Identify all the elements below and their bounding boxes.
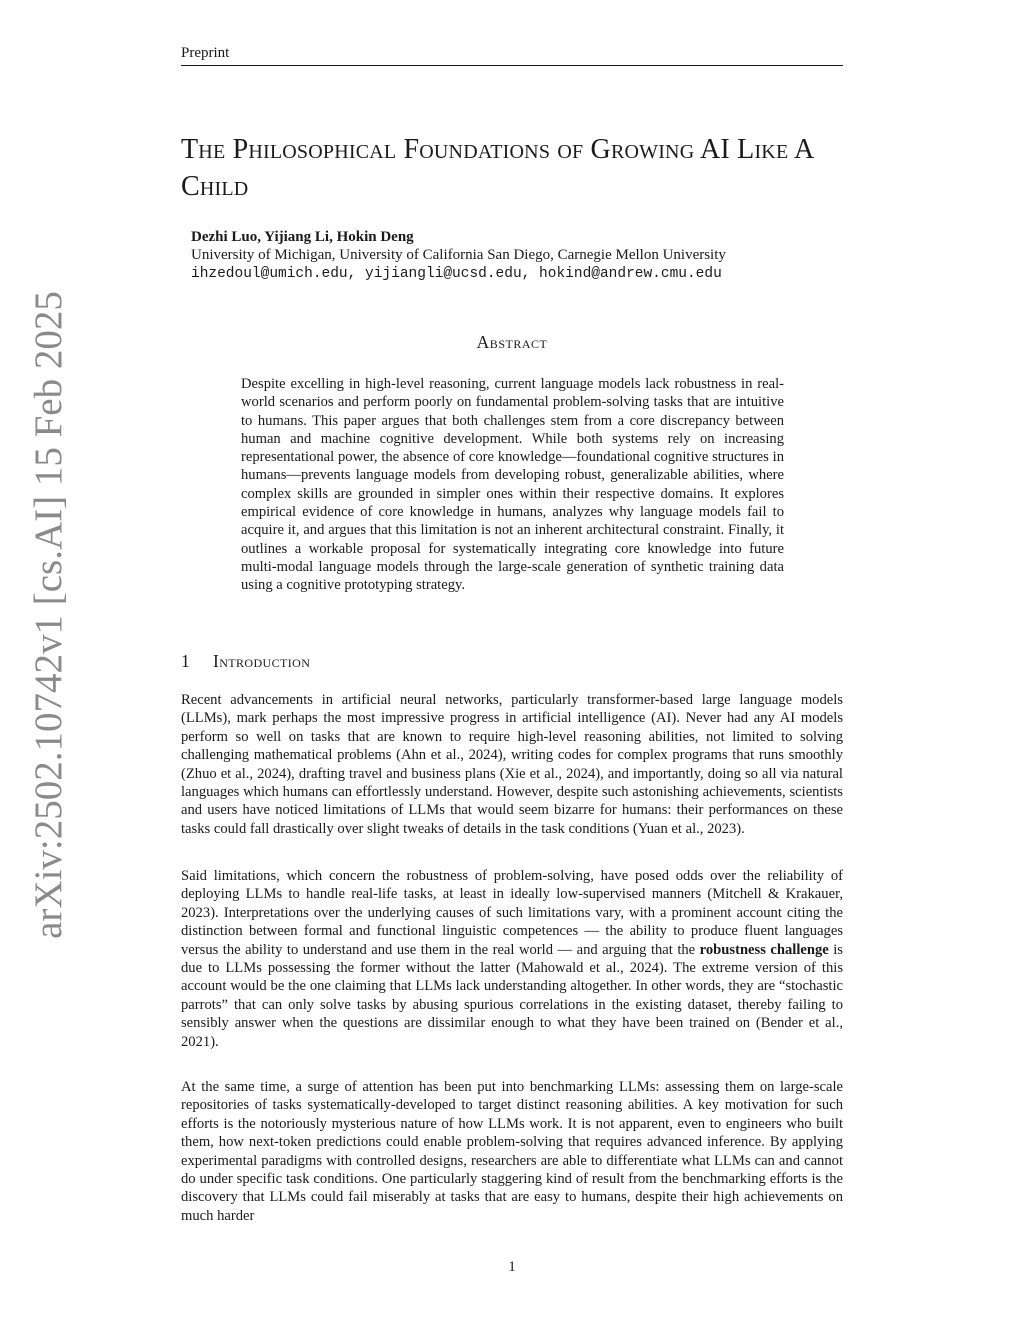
body-paragraph-1: Recent advancements in artificial neural networks, particularly transformer-based large language models (LLMs), mark perhaps the most impressive progress in artificial intelligence (AI). Never had any AI models perform so well on tasks that are known to require high-level reasoning abilities, not limited to solving challenging mathematical problems (Ahn et al., 2024), writing codes for complex programs that runs smoothly (Zhuo et al., 2024), drafting travel and business plans (Xie et al., 2024), and importantly, doing so all via natural languages which humans can effortlessly understand. However, despite such astonishing achievements, scientists and users have noticed limitations of LLMs that would seem bizarre for humans: their performances on these tasks could fall drastically over slight tweaks of details in the task conditions (Yuan et al., 2023). — [181, 692, 843, 837]
abstract-heading: Abstract — [476, 332, 548, 352]
page-number: 1 — [508, 1259, 516, 1275]
section-heading-introduction — [181, 651, 310, 671]
body-paragraph-3: At the same time, a surge of attention has been put into benchmarking LLMs: assessing them on large-scale repositories of tasks systematically-developed to target distinct reasoning abilities. A key motivation for such efforts is the notoriously mysterious nature of how LLMs work. It is not apparent, even to engineers who built them, how next-token predictions could enable problem-solving that requires advanced inference. By applying experimental paradigms with controlled designs, researchers are able to differentiate what LLMs can and cannot do under specific task conditions. One particularly staggering kind of result from the benchmarking efforts is the discovery that LLMs could fail miserably at tasks that are easy to humans, despite their high achievements on much harder — [181, 1079, 843, 1224]
section-title: Introduction — [213, 651, 311, 671]
running-header: Preprint — [181, 45, 230, 61]
author-list: Dezhi Luo, Yijiang Li, Hokin Deng — [191, 229, 414, 245]
paper-title: The Philosophical Foundations of Growing AI Like A Child — [181, 134, 813, 202]
affiliation: University of Michigan, University of California San Diego, Carnegie Mellon University — [191, 247, 726, 263]
section-number: 1 — [181, 651, 191, 671]
bold-term-robustness-challenge: robustness challenge — [699, 941, 829, 958]
author-emails: ihzedoul@umich.edu, yijiangli@ucsd.edu, hokind@andrew.cmu.edu — [191, 266, 722, 282]
body-paragraph-2 — [181, 867, 843, 1051]
arxiv-side-stamp: arXiv:2502.10742v1 [cs.AI] 15 Feb 2025 — [27, 291, 70, 939]
abstract-body: Despite excelling in high-level reasoning, current language models lack robustness in real-world scenarios and perform poorly on fundamental problem-solving tasks that are intuitive to humans. This paper argues that both challenges stem from a core discrepancy between human and machine cognitive development. While both systems rely on increasing representational power, the absence of core knowledge—foundational cognitive structures in humans—prevents language models from developing robust, generalizable abilities, where complex skills are grounded in simpler ones within their respective domains. It explores empirical evidence of core knowledge in humans, analyzes why language models fail to acquire it, and argues that this limitation is not an inherent architectural constraint. Finally, it outlines a workable proposal for systematically integrating core knowledge into future multi-modal language models through the large-scale generation of synthetic training data using a cognitive prototyping strategy. — [241, 376, 784, 594]
paragraph-2-text-start: Said limitations, which concern the robustness of problem-solving, have posed odds over the reliability of deploying LLMs to handle real-life tasks, at least in ideally low-supervised manners (Mitchell & Krakauer, 2023). Interpretations over the underlying causes of such limitations vary, with a prominent account citing the distinction between formal and functional linguistic competences — the ability to produce fluent languages versus the ability to understand and use them in the real world — and arguing that the — [181, 868, 843, 958]
paragraph-2-text-end: is due to LLMs possessing the former without the latter (Mahowald et al., 2024). The extreme version of this account would be the one claiming that LLMs lack understanding altogether. In other words, they are “stochastic parrots” that can only solve tasks by abusing spurious correlations in the existing dataset, thereby failing to sensibly answer when the questions are dissimilar enough to what they have been trained on (Bender et al., 2021). — [181, 941, 843, 1050]
header-rule — [181, 65, 843, 66]
